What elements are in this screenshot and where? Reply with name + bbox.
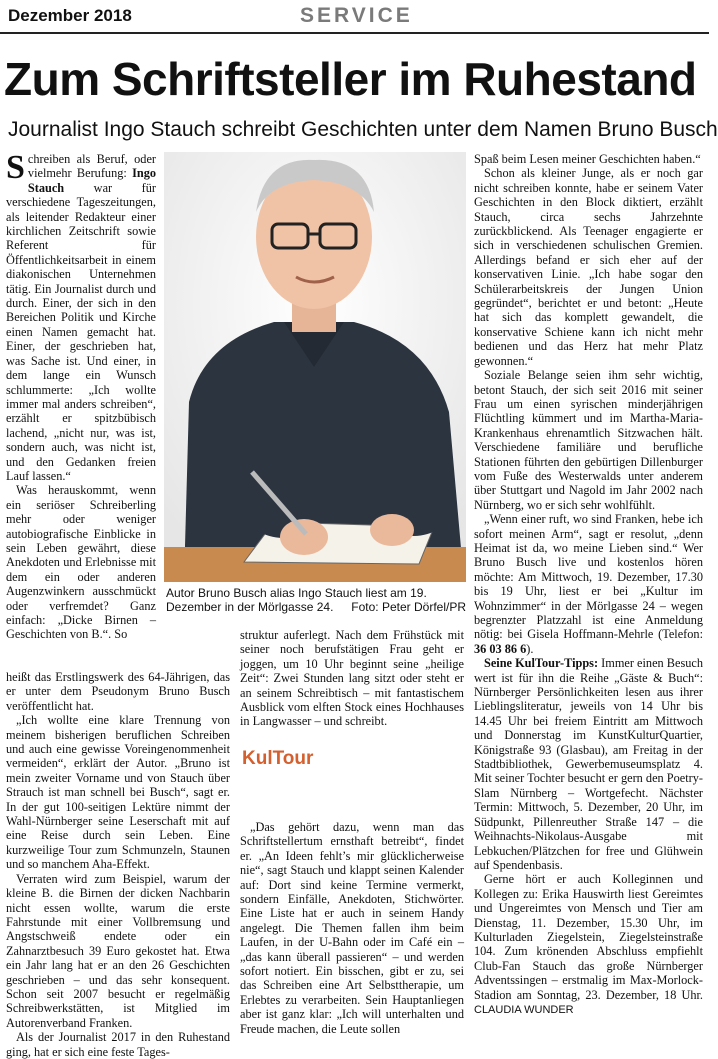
column-3 — [474, 152, 703, 1022]
author-name: CLAUDIA WUNDER — [474, 1003, 574, 1016]
column-2 — [240, 628, 464, 750]
text: chreiben als Beruf, oder vielmehr Berufung: — [27, 152, 156, 181]
author-photo-image — [164, 152, 466, 582]
paragraph — [6, 149, 156, 483]
drop-cap: S — [6, 149, 25, 186]
paragraph: heißt das Erstlingswerk des 64-Jährigen, das er unter dem Pseudonym Bruno Busch veröffentlicht hat. — [6, 670, 230, 713]
photo-credit: Foto: Peter Dörfel/PR — [351, 600, 466, 614]
issue-date: Dezember 2018 — [8, 6, 132, 25]
paragraph: „Ich wollte eine klare Trennung von meinem bisherigen beruflichen Schreiben und auch eine gewisse Voreingenommenheit vermeiden“, erklärt der Autor. „Bruno ist mein zweiter Vorname und von Stauch über Strauch ist man schnell bei Busch“, sagt er. In der gut 100-seitigen Lektüre nimmt der Wahl-Nürnberger seine Leserschaft mit auf eine Reise durch sein Leben. Eine kurzweilige Tour zum Schmunzeln, Staunen und so manchem Aha-Effekt. — [6, 713, 230, 872]
paragraph: Soziale Belange seien ihm sehr wichtig, betont Stauch, der sich seit 2016 mit seiner Frau um einen syrischen minderjährigen Flüchtling kümmert und im Martha-Maria-Krankenhaus ehrenamtlich Sitzwachen hält. Verschiedene familiäre und berufliche Stationen führten den gebürtigen Dillenburger vom Fuße des Westerwalds unter anderem über Stuttgart und Nagold im Jahr 2002 nach Nürnberg, wo er sich sehr wohlfühlt. — [474, 368, 703, 512]
column-2-lower — [240, 820, 464, 1036]
kultour-label: KulTour — [242, 748, 314, 769]
text: war für verschiedene Tageszeitungen, als leitender Redakteur einer kirchlichen Zeitschrift sowie Referent für Öffentlichkeitsarbeit in einem diakonischen Unternehmen tätig. Ein Journalist durch und durch. Einer, der sich in den Bereichen Politik und Kirche einen Namen gemacht hat. Einer, der geschrieben hat, was Sache ist. Und einer, in dem lange ein Wunsch schlummerte: „Ich wollte immer mal anders schreiben“, erzählt er spitzbübisch lachend, „nicht nur, was ist, sondern auch, was nicht ist, und den Gedanken freien Lauf lassen.“ — [6, 180, 156, 483]
photo-caption — [166, 586, 466, 614]
paragraph: Was herauskommt, wenn ein seriöser Schreiberling mehr oder weniger autobiografische Einblicke in sein Leben gewährt, diese Anekdoten und Erlebnisse mit dem ein oder anderen Augenzwinkern ausschmückt oder verfremdet? Ganz einfach: „Dicke Birnen – Geschichten von B.“. So — [6, 483, 156, 642]
header-rule — [0, 32, 709, 34]
paragraph: Schon als kleiner Junge, als er noch gar nicht schreiben konnte, habe er seinem Vater Geschichten in den Block diktiert, erzählt Stauch, circa sechs Jahrzehnte zurückblickend. Als Teenager engagierte er sich in verschiedenen schulischen Gremien. Allerdings befand er sich eher auf der konservativen Linie. „Ich habe sogar den Schülerarbeitskreis der Jungen Union gegründet“, berichtet er und betont: „Heute hat sich das komplett gewandelt, die konservative Schiene kann ich nicht mehr bedienen und das Herz hat mehr Platz gewonnen.“ — [474, 166, 703, 368]
tips-lead: Seine KulTour-Tipps: — [484, 656, 599, 671]
paragraph — [474, 872, 703, 1017]
text: ). — [526, 641, 534, 656]
paragraph: „Das gehört dazu, wenn man das Schriftstellertum ernsthaft betreibt“, findet er. „An Ideen fehlt’s mir glücklicherweise nie“, sagt Stauch und klappt seinen Kalender auf: Dort sind keine Termine vermerkt, sondern Einfälle, Anekdoten, Stichwörter. Eine Liste hat er auch in seinem Handy angelegt. Die Themen fallen ihm beim Laufen, in der U-Bahn oder im Café ein – „das kann überall passieren“ – und werden sofort notiert. Ein bisschen, gibt er zu, sei das Schreiben eine Art Selbsttherapie, um Erlebtes zu verarbeiten. Sein Hauptanliegen aber ist ganz klar: „Ich will unterhalten und Freude machen, die Leute sollen — [240, 820, 464, 1036]
paragraph: struktur auferlegt. Nach dem Frühstück mit seiner noch berufstätigen Frau geht er joggen, um 10 Uhr beginnt seine „heilige Zeit“: Zwei Stunden lang sitzt oder steht er an seinem Schreibtisch – mit fantastischem Ausblick vom elften Stock eines Hochhauses in Langwasser – und schreibt. — [240, 628, 464, 729]
paragraph: Als der Journalist 2017 in den Ruhestand ging, hat er sich eine feste Tages- — [6, 1030, 230, 1059]
text: Immer einen Besuch wert ist für ihn die Reihe „Gäste & Buch“: Nürnberger Persönlichkeiten lesen aus ihrer Lieblingsliteratur, jeweils von 14 Uhr bis 14.45 Uhr bei freiem Eintritt am Mittwoch und Donnerstag im KunstKulturQuartier, Königstraße 93 (Glasbau), am Freitag in der Stadtbibliothek, Gewerbemuseumsplatz 4. Mit seiner Tochter besucht er gern den Poetry-Slam Nürnberg – Wortgefecht. Nächster Termin: Mittwoch, 5. Dezember, 20 Uhr, im Südpunkt, Pillenreuther Straße 147 – die Weihnachts-Nikolaus-Ausgabe mit Lebkuchen/Plätzchen for free und Glühwein auf Spendenbasis. — [474, 656, 703, 872]
text: „Wenn einer ruft, wo sind Franken, hebe ich sofort meinen Arm“, sagt er resolut, „denn Heimat ist da, wo meine Lieben sind.“ Wer Bruno Busch live und kostenlos hören möchte: Am Mittwoch, 19. Dezember, 17.30 bis 19 Uhr, liest er bei „Kultur im Wohnzimmer“ in der Mörlgasse 24 – wegen begrenzter Platzzahl ist eine Anmeldung nötig: bei Gisela Hoffmann-Mehrle (Telefon: — [474, 512, 703, 642]
person-name: Ingo Stauch — [27, 166, 156, 195]
paragraph: Verraten wird zum Beispiel, warum der kleine B. die Birnen der dicken Nachbarin nicht essen wollte, warum die erste Fahrstunde mit einer Vollbremsung und Angstschweiß endete oder ein Zahnarztbesuch 39 Euro gekostet hat. Etwa ein Jahr lang hat er an den 26 Geschichten geschrieben – und das sehr konsequent. Schon seit 2007 besucht er regelmäßig Schreibwerkstätten, ist Mitglied im Autorenverband Franken. — [6, 871, 230, 1030]
text: Gerne hört er auch Kolleginnen und Kollegen zu: Erika Hauswirth liest Gereimtes und Ungereimtes von Mensch und Tier am Dienstag, 11. Dezember, 15.30 Uhr, im Kulturladen Ziegelstein, Ziegelsteinstraße 104. Zum krönenden Abschluss empfiehlt Club-Fan Stauch das große Nürnberger Adventssingen – erstmalig im Max-Morlock-Stadion am Sonntag, 23. Dezember, 18 Uhr. — [474, 872, 703, 1002]
paragraph — [474, 656, 703, 872]
article-title: Zum Schriftsteller im Ruhestand — [4, 53, 697, 105]
section-label: SERVICE — [300, 4, 413, 27]
paragraph: Spaß beim Lesen meiner Geschichten haben.“ — [474, 152, 701, 166]
column-1 — [6, 149, 156, 667]
phone-number: 36 03 86 6 — [474, 641, 527, 656]
article-subtitle: Journalist Ingo Stauch schreibt Geschichten unter dem Namen Bruno Busch — [8, 118, 718, 141]
author-photo — [164, 152, 466, 582]
caption-text: Autor Bruno Busch alias Ingo Stauch liest am 19. Dezember in der Mörlgasse 24. — [166, 586, 427, 614]
paragraph — [474, 512, 703, 656]
page-header — [0, 0, 709, 34]
column-1-lower — [6, 670, 230, 1059]
